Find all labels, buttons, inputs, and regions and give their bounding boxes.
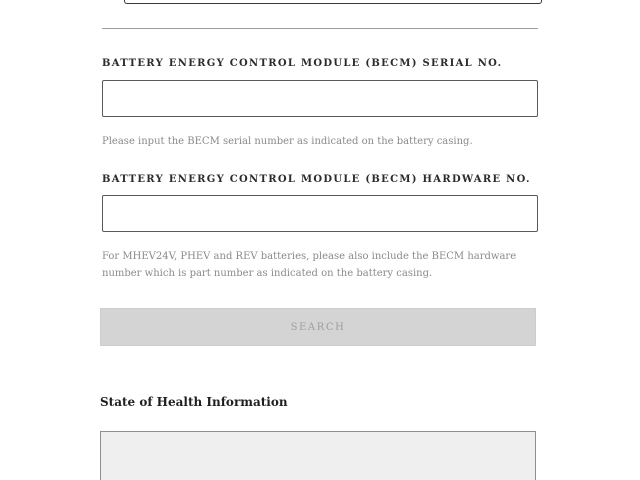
section-divider [102, 28, 538, 29]
serial-number-label: BATTERY ENERGY CONTROL MODULE (BECM) SERIAL NO. [102, 58, 503, 69]
state-of-health-panel [100, 431, 536, 480]
previous-input-field[interactable] [124, 0, 542, 4]
search-button-label: SEARCH [290, 321, 346, 333]
hardware-number-hint: For MHEV24V, PHEV and REV batteries, please also include the BECM hardware number which is part number as indicated on the battery casing. [102, 251, 517, 279]
serial-number-hint: Please input the BECM serial number as indicated on the battery casing. [102, 136, 473, 147]
search-button[interactable] [100, 308, 536, 346]
state-of-health-title: State of Health Information [100, 395, 288, 409]
serial-number-input[interactable] [102, 80, 538, 117]
hardware-number-label: BATTERY ENERGY CONTROL MODULE (BECM) HARDWARE NO. [102, 174, 531, 185]
hardware-number-input[interactable] [102, 195, 538, 232]
